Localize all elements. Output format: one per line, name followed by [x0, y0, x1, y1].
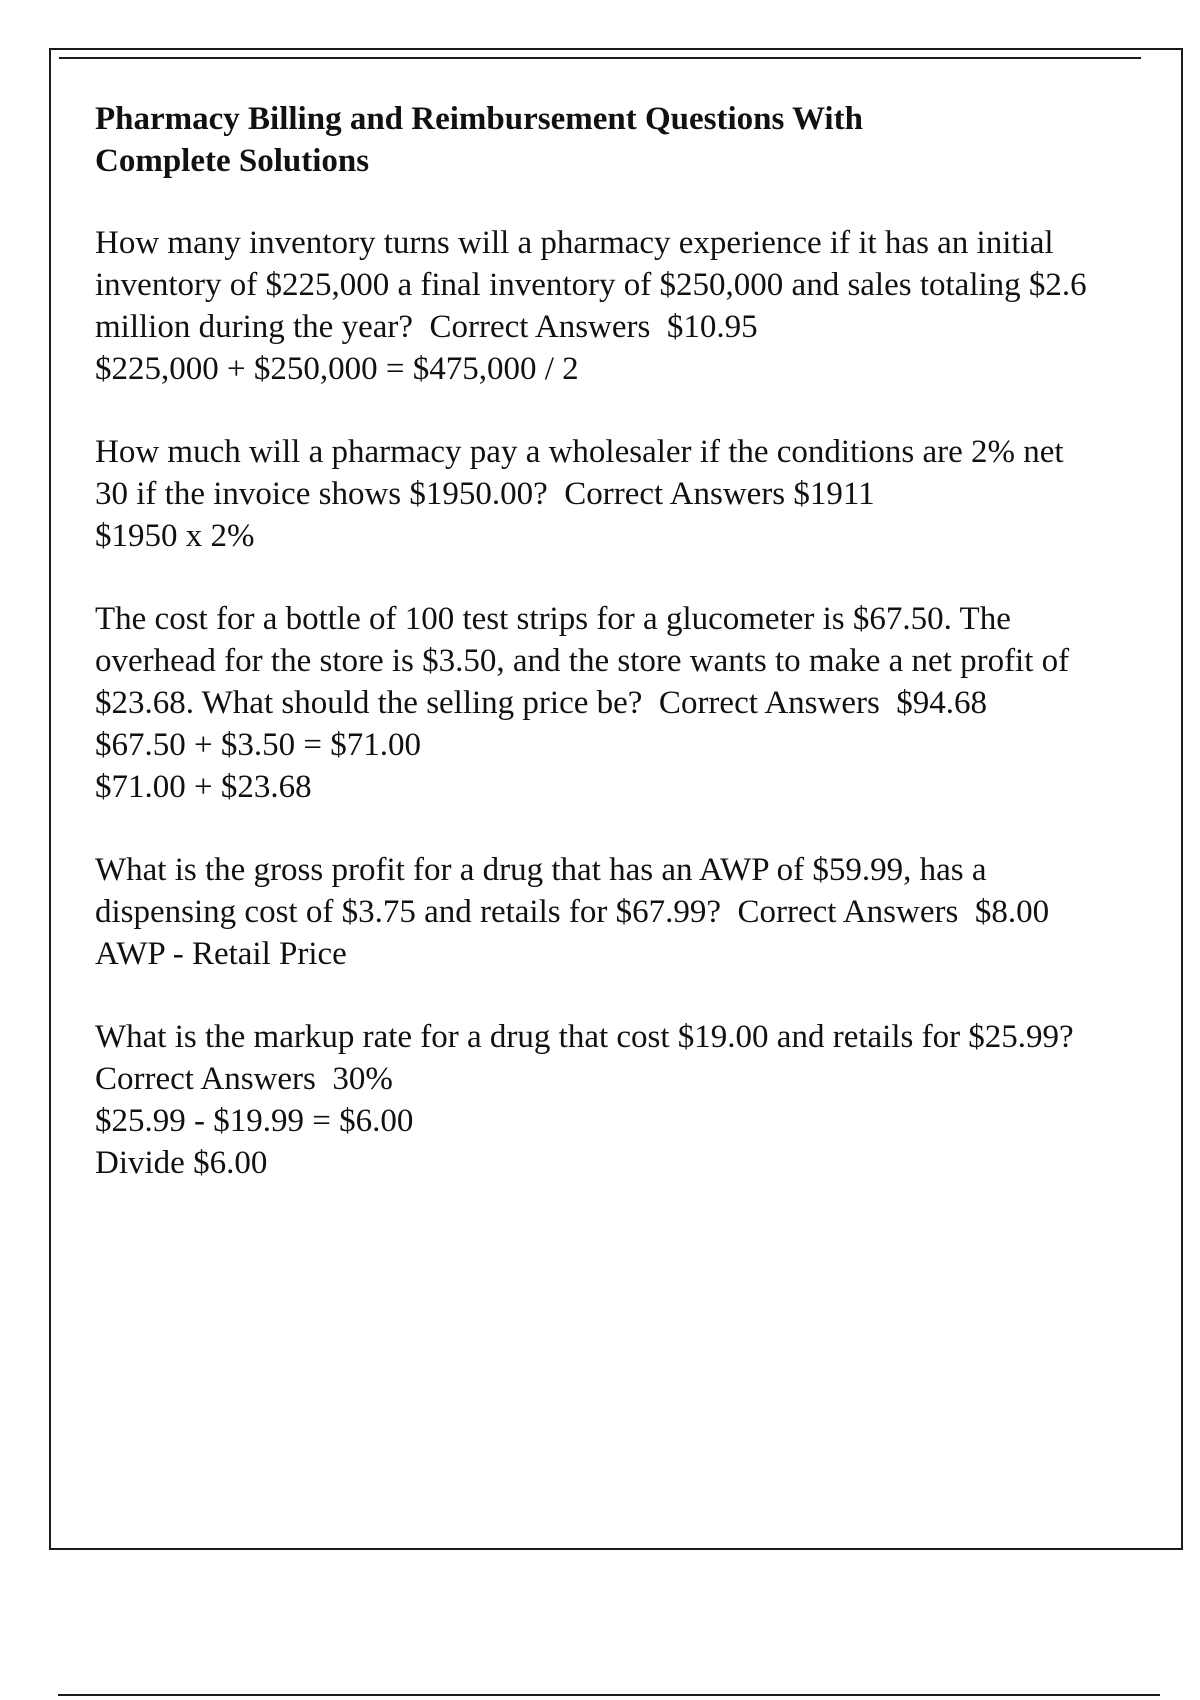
question-text: What is the markup rate for a drug that cost $19.00 and retails for $25.99? Correct Answers 30%	[95, 1019, 1091, 1097]
work-line: $71.00 + $23.68	[95, 769, 312, 805]
question-block	[95, 598, 1095, 808]
footer-rule	[58, 1694, 1160, 1696]
header-rule	[59, 57, 1141, 59]
question-block	[95, 849, 1095, 975]
work-line: $67.50 + $3.50 = $71.00	[95, 727, 421, 763]
work-line: $225,000 + $250,000 = $475,000 / 2	[95, 351, 579, 387]
question-block	[95, 222, 1095, 390]
work-line: AWP - Retail Price	[95, 936, 347, 972]
work-line: Divide $6.00	[95, 1145, 268, 1181]
question-text: How many inventory turns will a pharmacy experience if it has an initial inventory of $225,000 a final inventory of $250,000 and sales totaling $2.6 million during the year? Correct Answers $10.95	[95, 225, 1095, 345]
work-line: $1950 x 2%	[95, 518, 255, 554]
question-block	[95, 1016, 1095, 1184]
question-text: The cost for a bottle of 100 test strips for a glucometer is $67.50. The overhead for the store is $3.50, and the store wants to make a net profit of $23.68. What should the selling price be? Correct Answers $94.68	[95, 601, 1078, 721]
question-block	[95, 431, 1095, 557]
document-body	[95, 98, 1095, 1225]
question-text: How much will a pharmacy pay a wholesaler if the conditions are 2% net 30 if the invoice shows $1950.00? Correct Answers $1911	[95, 434, 1072, 512]
work-line: $25.99 - $19.99 = $6.00	[95, 1103, 414, 1139]
document-title: Pharmacy Billing and Reimbursement Questions With Complete Solutions	[95, 101, 863, 179]
question-text: What is the gross profit for a drug that has an AWP of $59.99, has a dispensing cost of $3.75 and retails for $67.99? Correct Answers $8.00	[95, 852, 1050, 930]
